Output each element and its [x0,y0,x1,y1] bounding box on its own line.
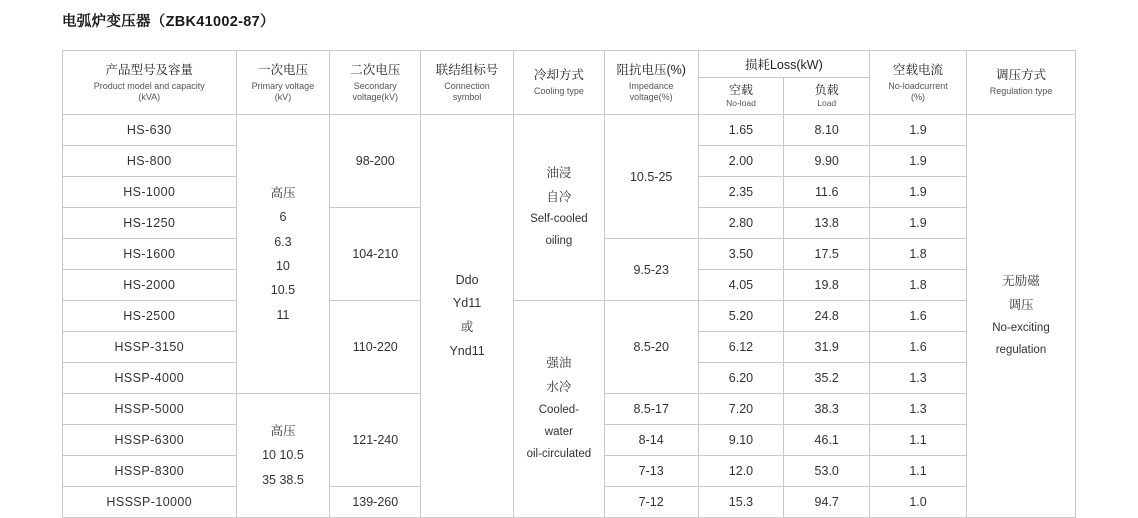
cell-loss-load: 38.3 [784,394,870,425]
cell-loss-load: 9.90 [784,146,870,177]
primary-voltage-line: 6 [279,210,287,225]
header-regulation-type [966,51,1075,115]
cell-loss-load: 19.8 [784,270,870,301]
connection-symbol-line: Yd11 [452,296,482,311]
cell-loss-noload: 5.20 [698,301,784,332]
cell-noload-current: 1.1 [870,456,967,487]
page-title: 电弧炉变压器（ZBK41002-87） [62,14,275,30]
cell-secondary-voltage: 121-240 [330,394,421,487]
cell-noload-current: 1.1 [870,425,967,456]
cell-loss-load: 24.8 [784,301,870,332]
regulation-line: regulation [995,343,1047,356]
cell-loss-noload: 15.3 [698,487,784,518]
header-secondary-voltage-cn: 二次电压 [350,62,401,77]
cell-model: HS-1000 [63,177,237,208]
cell-noload-current: 1.9 [870,115,967,146]
header-impedance-voltage [604,51,698,115]
cell-noload-current: 1.9 [870,177,967,208]
cell-model: HSSSP-10000 [63,487,237,518]
regulation-line: No-exciting [992,321,1050,334]
cooling-line: Cooled- [538,403,579,416]
cell-loss-noload: 6.12 [698,332,784,363]
cell-secondary-voltage: 98-200 [330,115,421,208]
header-cooling-type-cn: 冷却方式 [533,68,584,83]
header-regulation-type-en: Regulation type [989,86,1053,97]
cell-impedance: 9.5-23 [604,239,698,301]
header-loss-group-cn: 损耗Loss(kW) [744,58,823,72]
cell-model: HS-630 [63,115,237,146]
cell-primary-voltage-block2 [236,394,330,518]
cell-secondary-voltage: 139-260 [330,487,421,518]
header-regulation-type-cn: 调压方式 [995,68,1046,83]
cooling-line: oiling [545,235,573,248]
header-secondary-voltage [330,51,421,115]
cell-model: HSSP-8300 [63,456,237,487]
table-row [63,301,1076,332]
cell-loss-load: 53.0 [784,456,870,487]
cell-loss-noload: 2.35 [698,177,784,208]
cell-primary-voltage-block1 [236,115,330,394]
header-impedance-voltage-cn: 阻抗电压(%) [616,62,686,77]
cell-loss-load: 11.6 [784,177,870,208]
table-body [63,115,1076,518]
cell-loss-load: 35.2 [784,363,870,394]
cell-impedance: 8.5-20 [604,301,698,394]
header-connection-symbol [421,51,514,115]
cooling-line: 自冷 [546,189,572,204]
cell-loss-noload: 2.00 [698,146,784,177]
cell-noload-current: 1.0 [870,487,967,518]
cell-model: HSSP-6300 [63,425,237,456]
header-loss-load-en: Load [817,98,837,109]
primary-voltage-line: 高压 [270,423,296,438]
primary-voltage-line: 6.3 [274,234,292,249]
cell-noload-current: 1.9 [870,208,967,239]
cell-loss-noload: 2.80 [698,208,784,239]
cell-model: HS-2000 [63,270,237,301]
cooling-line: 油浸 [546,165,572,180]
header-cooling-type-en: Cooling type [533,86,584,97]
header-impedance-voltage-en: Impedance voltage(%) [628,80,674,102]
header-model-en: Product model and capacity (kVA) [93,80,205,102]
cell-noload-current: 1.3 [870,394,967,425]
cell-noload-current: 1.6 [870,332,967,363]
cell-loss-load: 8.10 [784,115,870,146]
header-loss-group [698,51,870,78]
regulation-line: 调压 [1008,298,1034,313]
specification-table [62,50,1076,518]
cell-loss-noload: 3.50 [698,239,784,270]
cell-secondary-voltage: 110-220 [330,301,421,394]
header-loss-noload-en: No-load [726,98,756,109]
cell-noload-current: 1.6 [870,301,967,332]
cell-impedance: 8-14 [604,425,698,456]
cell-model: HSSP-3150 [63,332,237,363]
primary-voltage-line: 高压 [270,185,296,200]
header-noload-current-en: No-loadcurrent (%) [888,80,948,102]
cell-impedance: 10.5-25 [604,115,698,239]
primary-voltage-line: 35 38.5 [262,472,304,487]
cell-impedance: 7-12 [604,487,698,518]
cell-model: HS-1250 [63,208,237,239]
cell-loss-load: 13.8 [784,208,870,239]
cell-secondary-voltage: 104-210 [330,208,421,301]
cooling-line: 强油 [546,356,572,371]
header-loss-load-cn: 负载 [814,82,839,97]
header-secondary-voltage-en: Secondary voltage(kV) [352,80,399,102]
connection-symbol-line: Ynd11 [449,343,485,358]
cell-model: HS-1600 [63,239,237,270]
header-connection-symbol-en: Connection symbol [444,80,490,102]
cell-loss-noload: 12.0 [698,456,784,487]
header-model [63,51,237,115]
primary-voltage-line: 10 10.5 [262,448,304,463]
cooling-line: Self-cooled [530,213,588,226]
header-primary-voltage-en: Primary voltage (kV) [251,80,315,102]
cell-loss-noload: 1.65 [698,115,784,146]
cooling-line: water [544,425,573,438]
cell-loss-load: 94.7 [784,487,870,518]
table-row [63,115,1076,146]
header-connection-symbol-cn: 联结组标号 [435,62,499,77]
cell-loss-load: 31.9 [784,332,870,363]
cell-noload-current: 1.9 [870,146,967,177]
primary-voltage-line: 10 [275,259,290,273]
cell-noload-current: 1.8 [870,270,967,301]
primary-voltage-line: 10.5 [270,283,296,298]
header-noload-current-cn: 空载电流 [893,62,944,77]
cooling-line: oil-circulated [526,447,592,460]
cell-regulation-type [966,115,1075,518]
header-primary-voltage-cn: 一次电压 [257,62,308,77]
cell-loss-noload: 4.05 [698,270,784,301]
cell-loss-noload: 7.20 [698,394,784,425]
table-header [63,51,1076,115]
primary-voltage-line: 11 [276,307,290,322]
cell-cooling-type-selfcooled [513,115,604,301]
regulation-line: 无励磁 [1002,274,1040,289]
cell-model: HSSP-5000 [63,394,237,425]
cell-noload-current: 1.3 [870,363,967,394]
cell-connection-symbol [421,115,514,518]
header-noload-current [870,51,967,115]
connection-symbol-line: Ddo [455,272,479,287]
header-primary-voltage [236,51,330,115]
cell-model: HS-2500 [63,301,237,332]
header-loss-noload-cn: 空载 [728,82,753,97]
header-model-cn: 产品型号及容量 [105,62,194,77]
cell-cooling-type-watercooled [513,301,604,518]
cell-loss-noload: 6.20 [698,363,784,394]
connection-symbol-line: 或 [460,320,474,334]
cell-loss-load: 46.1 [784,425,870,456]
cell-noload-current: 1.8 [870,239,967,270]
cell-impedance: 8.5-17 [604,394,698,425]
cell-model: HS-800 [63,146,237,177]
cooling-line: 水冷 [546,380,572,395]
cell-loss-load: 17.5 [784,239,870,270]
cell-impedance: 7-13 [604,456,698,487]
cell-loss-noload: 9.10 [698,425,784,456]
cell-model: HSSP-4000 [63,363,237,394]
header-cooling-type [513,51,604,115]
header-loss-load [784,78,870,115]
header-loss-noload [698,78,784,115]
